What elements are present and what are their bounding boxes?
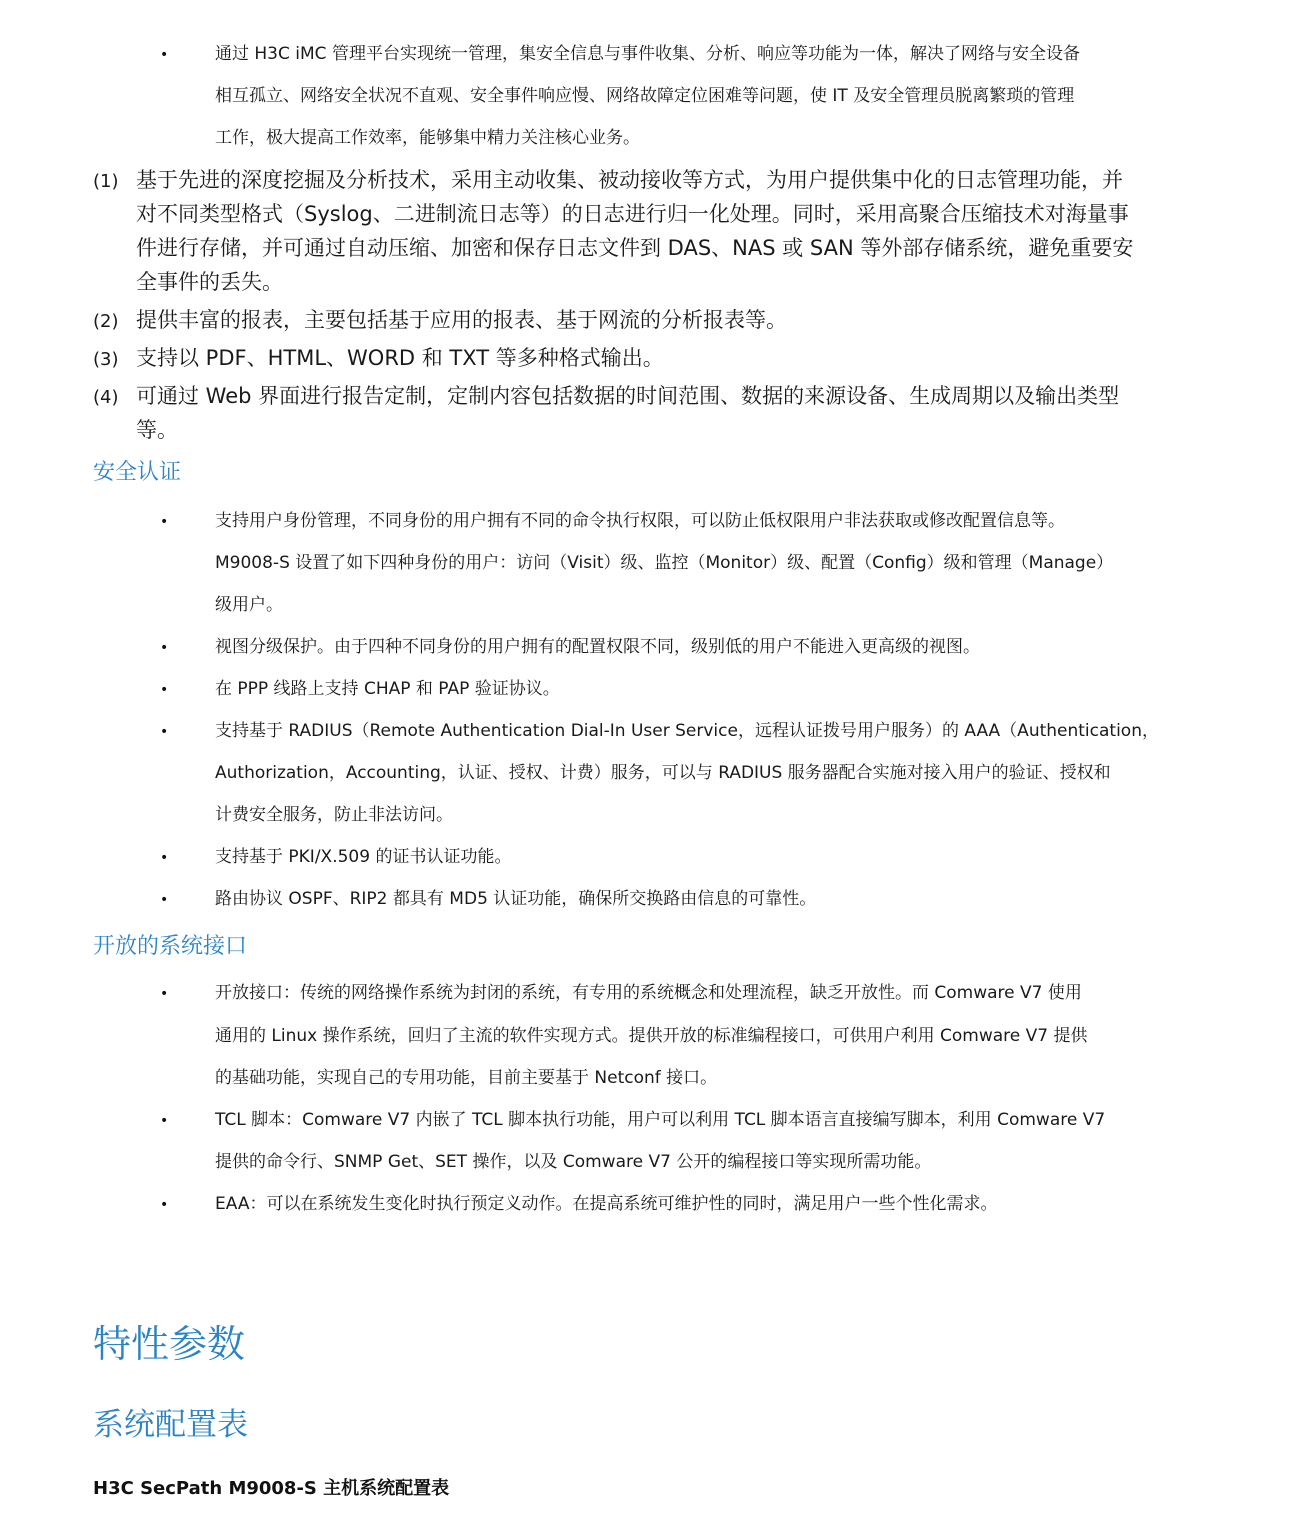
bullet-marker: • [160, 1113, 169, 1129]
numbered-marker-2: (2) [93, 311, 119, 332]
numbered-item-1-line-4: 全事件的丢失。 [136, 270, 283, 294]
bullet-marker: • [160, 724, 169, 740]
open-bullet-1-line-2: 通用的 Linux 操作系统，回归了主流的软件实现方式。提供开放的标准编程接口，可供用户利用 Comware V7 提供 [215, 1026, 1088, 1046]
security-bullet-4-line-2: Authorization，Accounting，认证、授权、计费）服务，可以与 RADIUS 服务器配合实施对接入用户的验证、授权和 [215, 763, 1111, 783]
security-bullet-4-line-1: 支持基于 RADIUS（Remote Authentication Dial-In User Service，远程认证拨号用户服务）的 AAA（Authentication， [215, 721, 1159, 741]
numbered-item-4-line-1: 可通过 Web 界面进行报告定制，定制内容包括数据的时间范围、数据的来源设备、生成周期以及输出类型 [136, 384, 1120, 408]
system-config-subheading: 系统配置表 [93, 1407, 248, 1443]
open-bullet-2-line-2: 提供的命令行、SNMP Get、SET 操作，以及 Comware V7 公开的编程接口等实现所需功能。 [215, 1152, 932, 1172]
numbered-marker-3: (3) [93, 349, 119, 370]
numbered-item-3-line-1: 支持以 PDF、HTML、WORD 和 TXT 等多种格式输出。 [136, 346, 664, 370]
bullet-marker: • [160, 850, 169, 866]
security-bullet-6-line-1: 路由协议 OSPF、RIP2 都具有 MD5 认证功能，确保所交换路由信息的可靠性。 [215, 889, 817, 909]
bullet-marker: • [160, 682, 169, 698]
bullet-marker: • [160, 1197, 169, 1213]
security-bullet-1-line-1: 支持用户身份管理，不同身份的用户拥有不同的命令执行权限，可以防止低权限用户非法获取或修改配置信息等。 [215, 511, 1065, 531]
intro-bullet-line-2: 相互孤立、网络安全状况不直观、安全事件响应慢、网络故障定位困难等问题，使 IT 及安全管理员脱离繁琐的管理 [215, 86, 1075, 106]
numbered-item-1-line-1: 基于先进的深度挖掘及分析技术，采用主动收集、被动接收等方式，为用户提供集中化的日志管理功能，并 [136, 168, 1123, 192]
numbered-item-1-line-3: 件进行存储，并可通过自动压缩、加密和保存日志文件到 DAS、NAS 或 SAN 等外部存储系统，避免重要安 [136, 236, 1134, 260]
bullet-marker: • [160, 986, 169, 1002]
numbered-item-2-line-1: 提供丰富的报表，主要包括基于应用的报表、基于网流的分析报表等。 [136, 308, 787, 332]
intro-bullet-line-3: 工作，极大提高工作效率，能够集中精力关注核心业务。 [215, 128, 640, 148]
bullet-marker: • [160, 47, 169, 63]
numbered-marker-1: (1) [93, 171, 119, 192]
section-heading-security: 安全认证 [93, 460, 182, 485]
security-bullet-1-line-3: 级用户。 [215, 595, 283, 615]
table-caption: H3C SecPath M9008-S 主机系统配置表 [93, 1478, 450, 1499]
section-heading-open-interface: 开放的系统接口 [93, 934, 248, 959]
numbered-item-4-line-2: 等。 [136, 418, 178, 442]
security-bullet-3-line-1: 在 PPP 线路上支持 CHAP 和 PAP 验证协议。 [215, 679, 560, 699]
intro-bullet-line-1: 通过 H3C iMC 管理平台实现统一管理，集安全信息与事件收集、分析、响应等功能为一体，解决了网络与安全设备 [215, 44, 1080, 64]
numbered-marker-4: (4) [93, 387, 119, 408]
security-bullet-4-line-3: 计费安全服务，防止非法访问。 [215, 805, 453, 825]
bullet-marker: • [160, 640, 169, 656]
security-bullet-2-line-1: 视图分级保护。由于四种不同身份的用户拥有的配置权限不同，级别低的用户不能进入更高级的视图。 [215, 637, 980, 657]
open-bullet-1-line-3: 的基础功能，实现自己的专用功能，目前主要基于 Netconf 接口。 [215, 1068, 718, 1088]
bullet-marker: • [160, 892, 169, 908]
security-bullet-5-line-1: 支持基于 PKI/X.509 的证书认证功能。 [215, 847, 512, 867]
open-bullet-1-line-1: 开放接口：传统的网络操作系统为封闭的系统，有专用的系统概念和处理流程，缺乏开放性。而 Comware V7 使用 [215, 983, 1082, 1003]
open-bullet-2-line-1: TCL 脚本：Comware V7 内嵌了 TCL 脚本执行功能，用户可以利用 TCL 脚本语言直接编写脚本，利用 Comware V7 [215, 1110, 1106, 1130]
numbered-item-1-line-2: 对不同类型格式（Syslog、二进制流日志等）的日志进行归一化处理。同时，采用高聚合压缩技术对海量事 [136, 202, 1129, 226]
bullet-marker: • [160, 514, 169, 530]
security-bullet-1-line-2: M9008-S 设置了如下四种身份的用户：访问（Visit）级、监控（Monitor）级、配置（Config）级和管理（Manage） [215, 553, 1114, 573]
feature-params-heading: 特性参数 [93, 1322, 246, 1366]
open-bullet-3-line-1: EAA：可以在系统发生变化时执行预定义动作。在提高系统可维护性的同时，满足用户一些个性化需求。 [215, 1194, 998, 1214]
